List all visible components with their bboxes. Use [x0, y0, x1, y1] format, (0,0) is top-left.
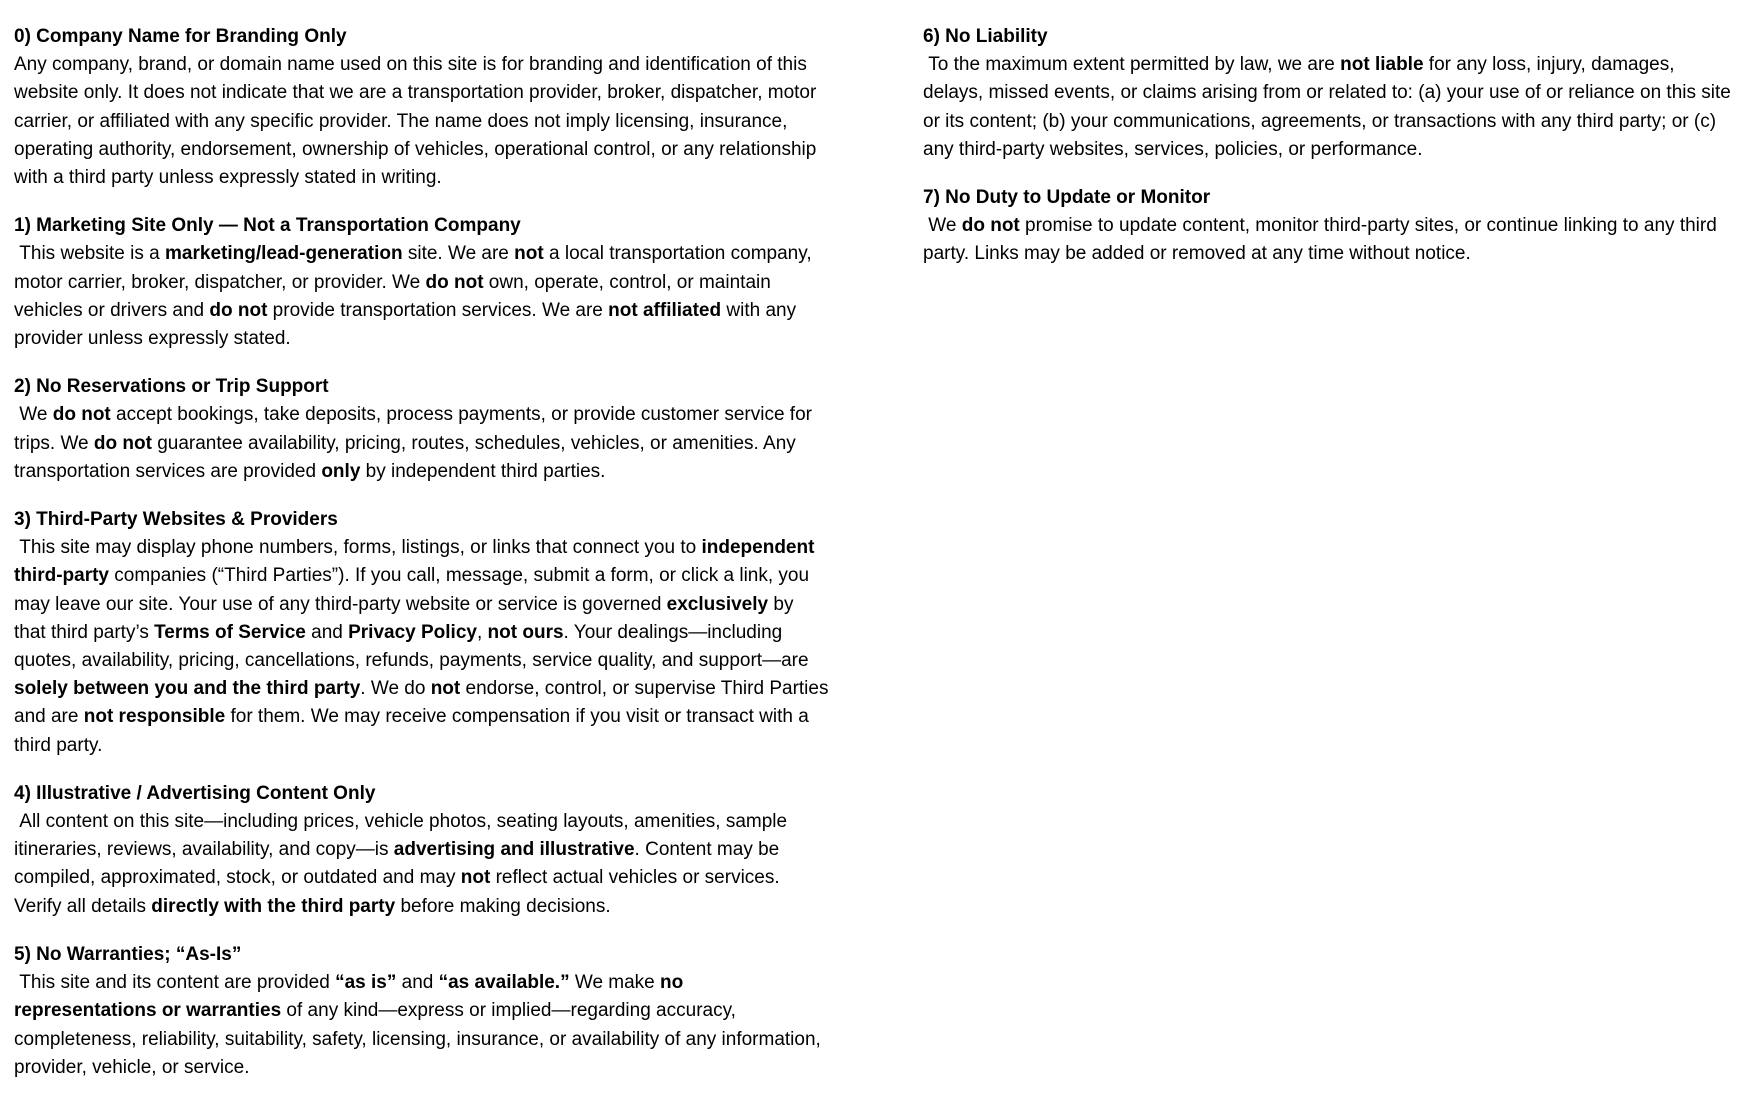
bold-text-run: do not — [52, 404, 111, 426]
text-run: and — [305, 621, 349, 643]
disclaimer-section — [14, 373, 829, 486]
text-run: site. We are — [402, 243, 515, 265]
section-heading: 6) No Liability — [923, 26, 1048, 47]
text-run: before making decisions. — [395, 895, 611, 917]
bold-text-run: do not — [93, 432, 152, 454]
text-run: a local transportation company, motor carrier, broker, dispatcher, or provider. We — [14, 243, 817, 293]
text-run: for them. We may receive compensation if you visit or transact with a third party. — [14, 706, 815, 756]
bold-text-run: “as is” — [335, 972, 397, 994]
text-run: of any kind—express or implied—regarding accuracy, completeness, reliability, suitability, safety, licensing, insurance, or availability of any information, provider, vehicle, or service. — [14, 1000, 827, 1078]
text-run: . We do — [360, 678, 431, 700]
bold-text-run: “as available.” — [438, 972, 570, 994]
section-body — [14, 51, 829, 192]
bold-text-run: do not — [209, 299, 268, 321]
section-heading: 0) Company Name for Branding Only — [14, 26, 347, 47]
section-body — [14, 808, 829, 921]
text-run: This site may display phone numbers, forms, listings, or links that connect you to — [14, 537, 702, 559]
text-run: promise to update content, monitor third-party sites, or continue linking to any third party. Links may be added or removed at any time without notice. — [923, 215, 1723, 265]
text-run: , — [476, 621, 488, 643]
bold-text-run: not responsible — [83, 706, 226, 728]
bold-text-run: Terms of Service — [154, 621, 306, 643]
text-run: We — [14, 404, 53, 426]
bold-text-run: directly with the third party — [151, 895, 396, 917]
section-body — [923, 212, 1738, 268]
text-run: To the maximum extent permitted by law, we are — [923, 54, 1341, 76]
section-body — [14, 969, 829, 1082]
text-run: Any company, brand, or domain name used on this site is for branding and identification of this website only. It does not indicate that we are a transportation provider, broker, dispatcher, motor carrier, or affiliated with any specific provider. The name does not imply licensing, insurance, operating authority, endorsement, ownership of vehicles, operational control, or any relationship with a third party unless expressly stated in writing. — [14, 54, 822, 189]
text-run: We make — [569, 972, 661, 994]
bold-text-run: not affiliated — [608, 299, 722, 321]
text-run: and — [396, 972, 439, 994]
bold-text-run: marketing/lead-generation — [165, 243, 403, 265]
disclaimer-section — [14, 780, 829, 921]
bold-text-run: exclusively — [666, 593, 769, 615]
text-run: . Your dealings—including quotes, availability, pricing, cancellations, refunds, payments, service quality, and support—are — [14, 621, 814, 672]
bold-text-run: not — [514, 243, 544, 265]
bold-text-run: advertising and illustrative — [393, 839, 635, 861]
section-heading: 2) No Reservations or Trip Support — [14, 376, 329, 398]
bold-text-run: not liable — [1340, 54, 1424, 76]
text-run: guarantee availability, pricing, routes, schedules, vehicles, or amenities. Any transportation services are provided — [14, 432, 802, 482]
bold-text-run: do not — [425, 271, 484, 293]
bold-text-run: not ours — [487, 621, 564, 643]
text-run: All content on this site—including prices, vehicle photos, seating layouts, amenities, sample itineraries, reviews, availability, and copy—is — [14, 811, 793, 861]
section-body — [14, 401, 829, 486]
text-run: for any loss, injury, damages, delays, missed events, or claims arising from or related to: (a) your use of or reliance on this site or its content; (b) your communications, agreements, or transactions with any third party; or (c) any third-party websites, services, policies, or performance. — [923, 54, 1737, 160]
section-heading: 7) No Duty to Update or Monitor — [923, 187, 1211, 209]
bold-text-run: not — [460, 867, 491, 889]
text-run: . Content may be compiled, approximated, stock, or outdated and may — [14, 839, 785, 889]
text-run: accept bookings, take deposits, process payments, or provide customer service for trips. We — [14, 404, 818, 454]
disclaimer-section — [923, 184, 1738, 269]
disclaimer-section — [923, 23, 1738, 164]
section-heading: 5) No Warranties; “As-Is” — [14, 943, 242, 965]
disclaimer-section — [14, 941, 829, 1082]
text-run: with any provider unless expressly stated. — [14, 299, 802, 350]
section-heading: 3) Third-Party Websites & Providers — [14, 509, 338, 531]
section-body — [923, 51, 1738, 164]
disclaimer-section — [14, 212, 829, 353]
text-run: This website is a — [14, 243, 166, 265]
bold-text-run: only — [321, 460, 361, 482]
bold-text-run: independent third-party — [14, 537, 820, 587]
text-run: by independent third parties. — [360, 460, 606, 482]
bold-text-run: not — [430, 678, 461, 700]
text-run: This site and its content are provided — [14, 972, 336, 994]
text-run: companies (“Third Parties”). If you call, message, submit a form, or click a link, you may leave our site. Your use of any third-party website or service is governed — [14, 565, 815, 615]
section-heading: 1) Marketing Site Only — Not a Transportation Company — [14, 215, 521, 237]
section-heading: 4) Illustrative / Advertising Content Only — [14, 782, 376, 804]
disclaimer-section — [14, 506, 834, 760]
text-run: reflect actual vehicles or services. Verify all details — [14, 867, 785, 917]
section-body — [14, 240, 829, 353]
disclaimer-section — [14, 23, 829, 192]
bold-text-run: do not — [961, 215, 1020, 237]
bold-text-run: Privacy Policy — [348, 621, 477, 643]
bold-text-run: solely between you and the third party — [14, 678, 361, 700]
section-body — [14, 534, 834, 760]
text-run: provide transportation services. We are — [267, 299, 609, 321]
text-run: by that third party’s — [14, 593, 799, 643]
text-run: own, operate, control, or maintain vehicles or drivers and — [14, 271, 777, 321]
bold-text-run: no representations or warranties — [14, 972, 689, 1022]
text-run: endorse, control, or supervise Third Parties and are — [14, 678, 834, 728]
text-run: We — [923, 215, 962, 237]
